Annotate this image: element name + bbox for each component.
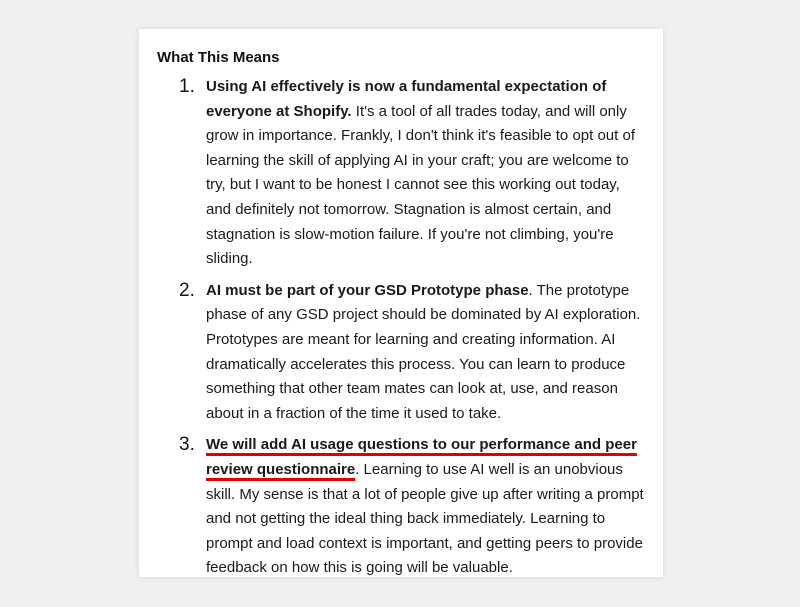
list-number: 1. xyxy=(179,76,195,97)
list-item xyxy=(139,75,663,272)
list-item-body: It's a tool of all trades today, and will only grow in importance. Frankly, I don't think it's feasible to opt out of learning the skill of applying AI in your craft; you are welcome to try, but I want to be honest I cannot see this working out today, and definitely not tomorrow. Stagnation is almost certain, and stagnation is slow-motion failure. If you're not climbing, you're sliding. xyxy=(206,102,635,268)
list-item-lead: Using AI effectively is now a fundamental expectation of everyone at Shopify. xyxy=(206,78,607,120)
list-item-lead: AI must be part of your GSD Prototype phase xyxy=(206,281,529,299)
numbered-list xyxy=(139,75,663,588)
list-item-body: . Learning to use AI well is an unobvious skill. My sense is that a lot of people give up after writing a prompt and not getting the ideal thing back immediately. Learning to prompt and load context is important, and getting peers to provide feedback on how this is going will be valuable. xyxy=(206,460,644,577)
list-item xyxy=(139,279,663,427)
section-heading: What This Means xyxy=(157,49,280,66)
list-item-lead-highlighted: We will add AI usage questions to our performance and peer review questionnaire xyxy=(206,436,637,478)
document-card xyxy=(139,29,663,577)
list-number: 2. xyxy=(179,279,195,301)
list-item-body: . The prototype phase of any GSD project should be dominated by AI exploration. Prototypes are meant for learning and creating information. AI dramatically accelerates this process. You can learn to produce something that other team mates can look at, use, and reason about in a fraction of the time it used to take. xyxy=(206,281,641,422)
list-item xyxy=(139,433,663,581)
list-number: 3. xyxy=(179,434,195,456)
